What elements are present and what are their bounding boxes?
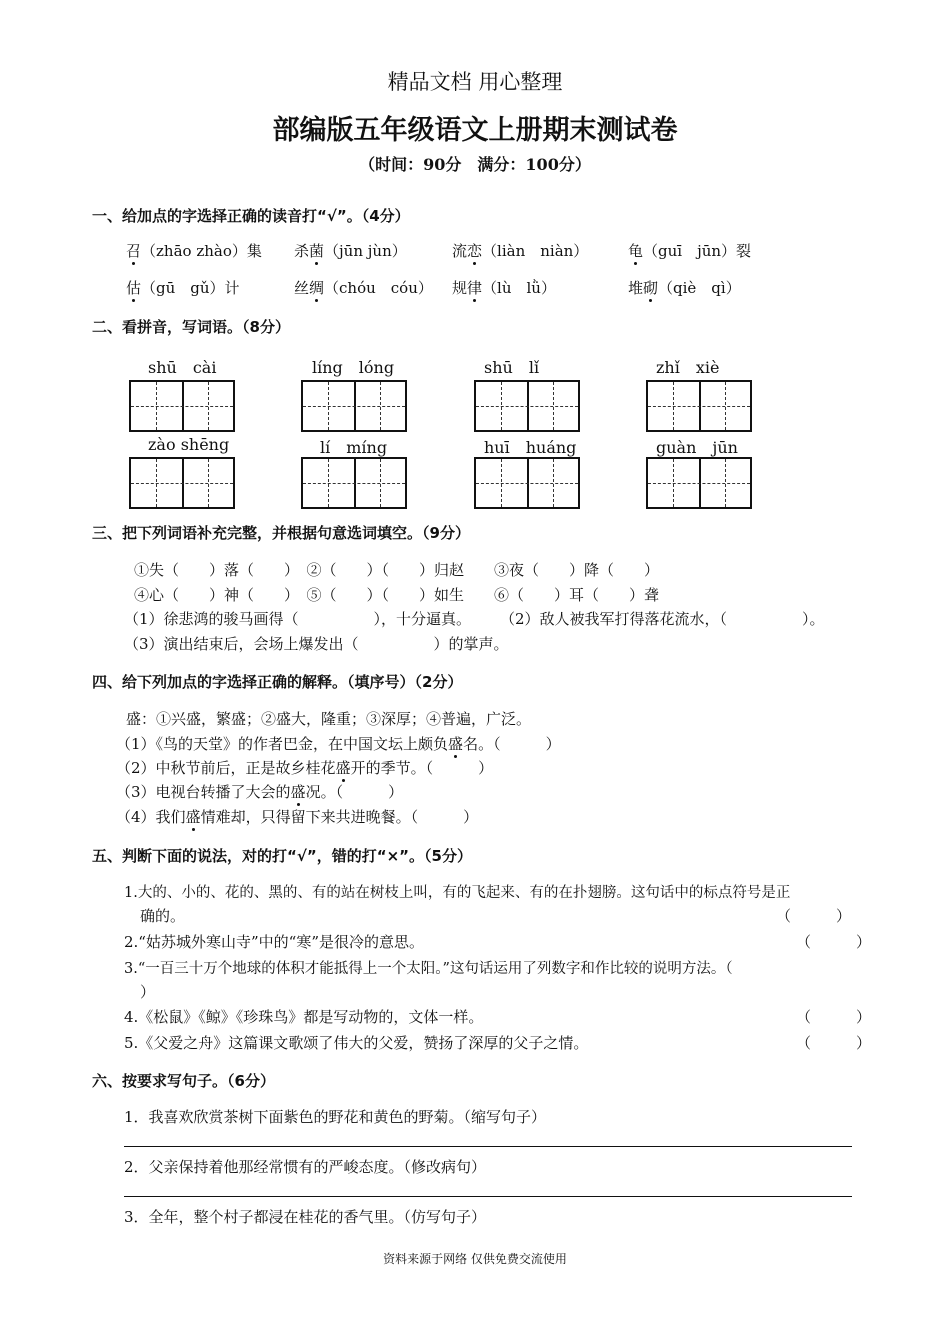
section-6-heading: 六、按要求写句子。（6分） <box>92 1072 275 1090</box>
judge-question: ） <box>140 983 156 1001</box>
judge-question: 确的。 <box>140 907 186 925</box>
section-5-heading: 五、判断下面的说法，对的打“√”，错的打“×”。（5分） <box>92 847 472 865</box>
fill-question: （1）徐悲鸿的骏马画得（ ），十分逼真。 <box>124 610 472 628</box>
writing-grid[interactable] <box>129 380 235 432</box>
writing-grid[interactable] <box>129 457 235 509</box>
writing-grid[interactable] <box>474 380 580 432</box>
writing-grid[interactable] <box>301 380 407 432</box>
pinyin-label: lí míng <box>320 438 388 457</box>
s1-item: 丝绸（chóu cóu） <box>294 279 433 297</box>
section-4-heading: 四、给下列加点的字选择正确的解释。（填序号）（2分） <box>92 673 463 691</box>
s1-item: 召（zhāo zhào）集 <box>126 242 262 260</box>
section-3-heading: 三、把下列词语补充完整，并根据句意选词填空。（9分） <box>92 524 470 542</box>
fill-question: （2）敌人被我军打得落花流水，（ ）。 <box>500 610 825 628</box>
judge-question: 5.《父爱之舟》这篇课文歌颂了伟大的父爱，赞扬了深厚的父子之情。 <box>124 1034 589 1052</box>
judge-question: 2.“姑苏城外寒山寺”中的“寒”是很冷的意思。 <box>124 933 424 951</box>
idiom-row: ④心（ ）神（ ） ⑤（ ）（ ）如生 ⑥（ ）耳（ ）聋 <box>134 586 660 604</box>
writing-grid[interactable] <box>646 457 752 509</box>
writing-grid[interactable] <box>301 457 407 509</box>
s1-item: 估（gū gǔ）计 <box>126 279 240 297</box>
section-2-heading: 二、看拼音，写词语。（8分） <box>92 318 290 336</box>
answer-line[interactable] <box>124 1146 852 1147</box>
pinyin-label: líng lóng <box>312 358 395 377</box>
pinyin-label: guàn jūn <box>656 438 738 457</box>
meaning-question: （1）《鸟的天堂》的作者巴金，在中国文坛上颇负盛名。（ ） <box>116 735 561 753</box>
answer-blank[interactable]: （ ） <box>796 1008 872 1026</box>
definition-line: 盛：①兴盛，繁盛；②盛大，隆重；③深厚；④普遍，广泛。 <box>126 710 532 728</box>
page-footer: 资料来源于网络 仅供免费交流使用 <box>383 1252 567 1266</box>
judge-question: 1.大的、小的、花的、黑的、有的站在树枝上叫，有的飞起来、有的在扑翅膀。这句话中的标点符号是正 <box>124 885 791 901</box>
judge-question: 3.“一百三十万个地球的体积才能抵得上一个太阳。”这句话运用了列数字和作比较的说明方法。（ <box>124 961 733 977</box>
answer-blank[interactable]: （ ） <box>796 933 872 951</box>
rewrite-question: 3．全年，整个村子都浸在桂花的香气里。（仿写句子） <box>124 1208 487 1226</box>
fill-question: （3）演出结束后，会场上爆发出（ ）的掌声。 <box>124 635 509 653</box>
s1-item: 杀菌（jūn jùn） <box>294 242 407 260</box>
idiom-row: ①失（ ）落（ ） ②（ ）（ ）归赵 ③夜（ ）降（ ） <box>134 561 660 579</box>
rewrite-question: 1．我喜欢欣赏茶树下面紫色的野花和黄色的野菊。（缩写句子） <box>124 1108 547 1126</box>
pinyin-label: zhǐ xiè <box>656 358 720 377</box>
writing-grid[interactable] <box>474 457 580 509</box>
writing-grid[interactable] <box>646 380 752 432</box>
s1-item: 龟（guī jūn）裂 <box>628 242 752 260</box>
judge-question: 4.《松鼠》《鲸》《珍珠鸟》都是写动物的，文体一样。 <box>124 1008 484 1026</box>
exam-title: 部编版五年级语文上册期末测试卷 <box>272 115 678 146</box>
s1-item: 规律（lù lǜ） <box>452 279 556 297</box>
s1-item: 流恋（liàn niàn） <box>452 242 589 260</box>
meaning-question: （4）我们盛情难却，只得留下来共进晚餐。（ ） <box>116 808 479 826</box>
answer-blank[interactable]: （ ） <box>776 907 852 925</box>
pinyin-label: shū cài <box>148 358 217 377</box>
answer-blank[interactable]: （ ） <box>796 1034 872 1052</box>
meaning-question: （3）电视台转播了大会的盛况。（ ） <box>116 783 404 801</box>
section-1-heading: 一、给加点的字选择正确的读音打“√”。（4分） <box>92 207 410 225</box>
s1-item: 堆砌（qiè qì） <box>628 279 741 297</box>
exam-subtitle: （时间：90分 满分：100分） <box>359 155 591 174</box>
answer-line[interactable] <box>124 1196 852 1197</box>
pinyin-label: huī huáng <box>484 438 577 457</box>
meaning-question: （2）中秋节前后，正是故乡桂花盛开的季节。（ ） <box>116 759 494 777</box>
pinyin-label: shū lǐ <box>484 358 540 377</box>
rewrite-question: 2．父亲保持着他那经常惯有的严峻态度。（修改病句） <box>124 1158 487 1176</box>
page-header: 精品文档 用心整理 <box>387 70 563 94</box>
pinyin-label: zào shēng <box>148 435 230 454</box>
